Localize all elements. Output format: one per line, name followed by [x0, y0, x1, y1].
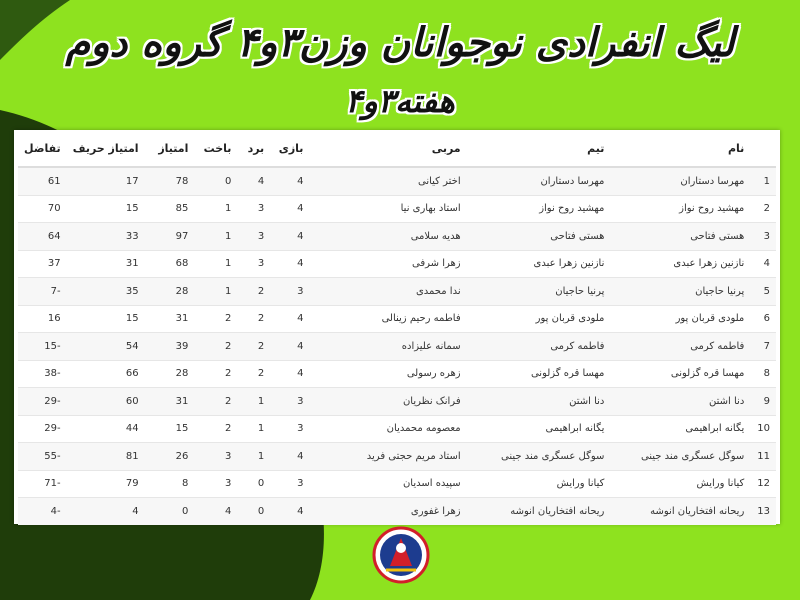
- losses-cell: 0: [194, 167, 237, 195]
- wins-cell: 3: [237, 223, 270, 251]
- difference-cell: -4: [18, 498, 67, 525]
- games-cell: 4: [270, 498, 309, 525]
- table-row: [18, 167, 776, 195]
- opponent-points-cell: 81: [67, 443, 145, 471]
- col-games: بازی: [270, 130, 309, 167]
- team-cell: مهسا قره گزلونی: [467, 360, 611, 388]
- opponent-points-cell: 31: [67, 250, 145, 278]
- games-cell: 4: [270, 223, 309, 251]
- difference-cell: -15: [18, 333, 67, 361]
- difference-cell: 16: [18, 305, 67, 333]
- points-cell: 31: [145, 388, 195, 416]
- page-title: لیگ انفرادی نوجوانان وزن۳و۴ گروه دوم: [65, 20, 735, 66]
- wins-cell: 1: [237, 388, 270, 416]
- wins-cell: 4: [237, 167, 270, 195]
- points-cell: 26: [145, 443, 195, 471]
- games-cell: 4: [270, 443, 309, 471]
- rank-cell: 8: [750, 360, 776, 388]
- losses-cell: 4: [194, 498, 237, 525]
- table-row: [18, 195, 776, 223]
- opponent-points-cell: 15: [67, 305, 145, 333]
- name-cell: دنا اشتن: [610, 388, 750, 416]
- wins-cell: 2: [237, 333, 270, 361]
- points-cell: 8: [145, 470, 195, 498]
- games-cell: 4: [270, 167, 309, 195]
- coach-cell: معصومه محمدیان: [309, 415, 466, 443]
- table-row: [18, 360, 776, 388]
- name-cell: پرنیا حاجیان: [610, 278, 750, 306]
- rank-cell: 5: [750, 278, 776, 306]
- points-cell: 68: [145, 250, 195, 278]
- coach-cell: هدیه سلامی: [309, 223, 466, 251]
- difference-cell: -71: [18, 470, 67, 498]
- name-cell: مهسا قره گزلونی: [610, 360, 750, 388]
- name-cell: هستی فتاحی: [610, 223, 750, 251]
- losses-cell: 2: [194, 360, 237, 388]
- team-cell: مهشید روح نواز: [467, 195, 611, 223]
- table-row: [18, 388, 776, 416]
- rank-cell: 3: [750, 223, 776, 251]
- wins-cell: 0: [237, 470, 270, 498]
- difference-cell: -29: [18, 388, 67, 416]
- coach-cell: فاطمه رحیم زینالی: [309, 305, 466, 333]
- points-cell: 28: [145, 278, 195, 306]
- difference-cell: 37: [18, 250, 67, 278]
- col-name: نام: [610, 130, 750, 167]
- losses-cell: 1: [194, 250, 237, 278]
- wins-cell: 3: [237, 195, 270, 223]
- rank-cell: 4: [750, 250, 776, 278]
- standings-body: [18, 167, 776, 525]
- games-cell: 4: [270, 360, 309, 388]
- points-cell: 31: [145, 305, 195, 333]
- difference-cell: -55: [18, 443, 67, 471]
- games-cell: 3: [270, 278, 309, 306]
- coach-cell: زهره رسولی: [309, 360, 466, 388]
- standings-panel: [14, 130, 780, 524]
- page-subtitle: هفته۳و۴: [345, 82, 455, 120]
- coach-cell: زهرا غفوری: [309, 498, 466, 525]
- coach-cell: ندا محمدی: [309, 278, 466, 306]
- name-cell: یگانه ابراهیمی: [610, 415, 750, 443]
- team-cell: فاطمه کرمی: [467, 333, 611, 361]
- losses-cell: 3: [194, 470, 237, 498]
- rank-cell: 13: [750, 498, 776, 525]
- opponent-points-cell: 15: [67, 195, 145, 223]
- col-points: امتیاز: [145, 130, 195, 167]
- wins-cell: 1: [237, 415, 270, 443]
- rank-cell: 10: [750, 415, 776, 443]
- opponent-points-cell: 33: [67, 223, 145, 251]
- team-cell: کیانا ورایش: [467, 470, 611, 498]
- table-row: [18, 498, 776, 525]
- table-row: [18, 333, 776, 361]
- standings-table: [18, 130, 776, 525]
- losses-cell: 3: [194, 443, 237, 471]
- coach-cell: زهرا شرفی: [309, 250, 466, 278]
- games-cell: 3: [270, 415, 309, 443]
- team-cell: یگانه ابراهیمی: [467, 415, 611, 443]
- rank-cell: 7: [750, 333, 776, 361]
- rank-cell: 12: [750, 470, 776, 498]
- team-cell: پرنیا حاجیان: [467, 278, 611, 306]
- wins-cell: 3: [237, 250, 270, 278]
- team-cell: سوگل عسگری مند جینی: [467, 443, 611, 471]
- games-cell: 4: [270, 305, 309, 333]
- col-rank: [750, 130, 776, 167]
- team-cell: مهرسا دستاران: [467, 167, 611, 195]
- table-row: [18, 223, 776, 251]
- games-cell: 3: [270, 388, 309, 416]
- col-wins: برد: [237, 130, 270, 167]
- table-row: [18, 250, 776, 278]
- games-cell: 4: [270, 250, 309, 278]
- opponent-points-cell: 4: [67, 498, 145, 525]
- points-cell: 39: [145, 333, 195, 361]
- losses-cell: 1: [194, 223, 237, 251]
- name-cell: سوگل عسگری مند جینی: [610, 443, 750, 471]
- table-row: [18, 305, 776, 333]
- wins-cell: 2: [237, 278, 270, 306]
- coach-cell: اختر کیانی: [309, 167, 466, 195]
- coach-cell: استاد مریم حجتی فرید: [309, 443, 466, 471]
- table-row: [18, 415, 776, 443]
- opponent-points-cell: 54: [67, 333, 145, 361]
- col-coach: مربی: [309, 130, 466, 167]
- table-row: [18, 470, 776, 498]
- team-cell: نازنین زهرا عبدی: [467, 250, 611, 278]
- wins-cell: 2: [237, 360, 270, 388]
- rank-cell: 11: [750, 443, 776, 471]
- losses-cell: 2: [194, 305, 237, 333]
- rank-cell: 1: [750, 167, 776, 195]
- opponent-points-cell: 79: [67, 470, 145, 498]
- name-cell: ملودی قربان پور: [610, 305, 750, 333]
- opponent-points-cell: 44: [67, 415, 145, 443]
- points-cell: 15: [145, 415, 195, 443]
- points-cell: 97: [145, 223, 195, 251]
- rank-cell: 2: [750, 195, 776, 223]
- wins-cell: 0: [237, 498, 270, 525]
- name-cell: مهشید روح نواز: [610, 195, 750, 223]
- table-header-row: [18, 130, 776, 167]
- opponent-points-cell: 66: [67, 360, 145, 388]
- losses-cell: 2: [194, 388, 237, 416]
- points-cell: 28: [145, 360, 195, 388]
- name-cell: مهرسا دستاران: [610, 167, 750, 195]
- games-cell: 4: [270, 333, 309, 361]
- name-cell: ریحانه افتخاریان انوشه: [610, 498, 750, 525]
- team-cell: هستی فتاحی: [467, 223, 611, 251]
- col-opponent-points: امتیاز حریف: [67, 130, 145, 167]
- opponent-points-cell: 60: [67, 388, 145, 416]
- coach-cell: سپیده اسدیان: [309, 470, 466, 498]
- opponent-points-cell: 17: [67, 167, 145, 195]
- games-cell: 3: [270, 470, 309, 498]
- difference-cell: 70: [18, 195, 67, 223]
- rank-cell: 9: [750, 388, 776, 416]
- table-row: [18, 278, 776, 306]
- table-row: [18, 443, 776, 471]
- coach-cell: فرانک نظریان: [309, 388, 466, 416]
- losses-cell: 2: [194, 415, 237, 443]
- col-team: تیم: [467, 130, 611, 167]
- team-cell: ملودی قربان پور: [467, 305, 611, 333]
- name-cell: کیانا ورایش: [610, 470, 750, 498]
- difference-cell: -29: [18, 415, 67, 443]
- difference-cell: 64: [18, 223, 67, 251]
- points-cell: 78: [145, 167, 195, 195]
- wins-cell: 1: [237, 443, 270, 471]
- points-cell: 85: [145, 195, 195, 223]
- losses-cell: 1: [194, 195, 237, 223]
- rank-cell: 6: [750, 305, 776, 333]
- coach-cell: سمانه علیزاده: [309, 333, 466, 361]
- losses-cell: 2: [194, 333, 237, 361]
- col-losses: باخت: [194, 130, 237, 167]
- team-cell: ریحانه افتخاریان انوشه: [467, 498, 611, 525]
- team-cell: دنا اشتن: [467, 388, 611, 416]
- federation-emblem-icon: [372, 526, 430, 584]
- opponent-points-cell: 35: [67, 278, 145, 306]
- col-difference: تفاضل: [18, 130, 67, 167]
- difference-cell: -38: [18, 360, 67, 388]
- losses-cell: 1: [194, 278, 237, 306]
- difference-cell: 61: [18, 167, 67, 195]
- games-cell: 4: [270, 195, 309, 223]
- name-cell: نازنین زهرا عبدی: [610, 250, 750, 278]
- points-cell: 0: [145, 498, 195, 525]
- wins-cell: 2: [237, 305, 270, 333]
- name-cell: فاطمه کرمی: [610, 333, 750, 361]
- difference-cell: -7: [18, 278, 67, 306]
- coach-cell: استاد بهاری نیا: [309, 195, 466, 223]
